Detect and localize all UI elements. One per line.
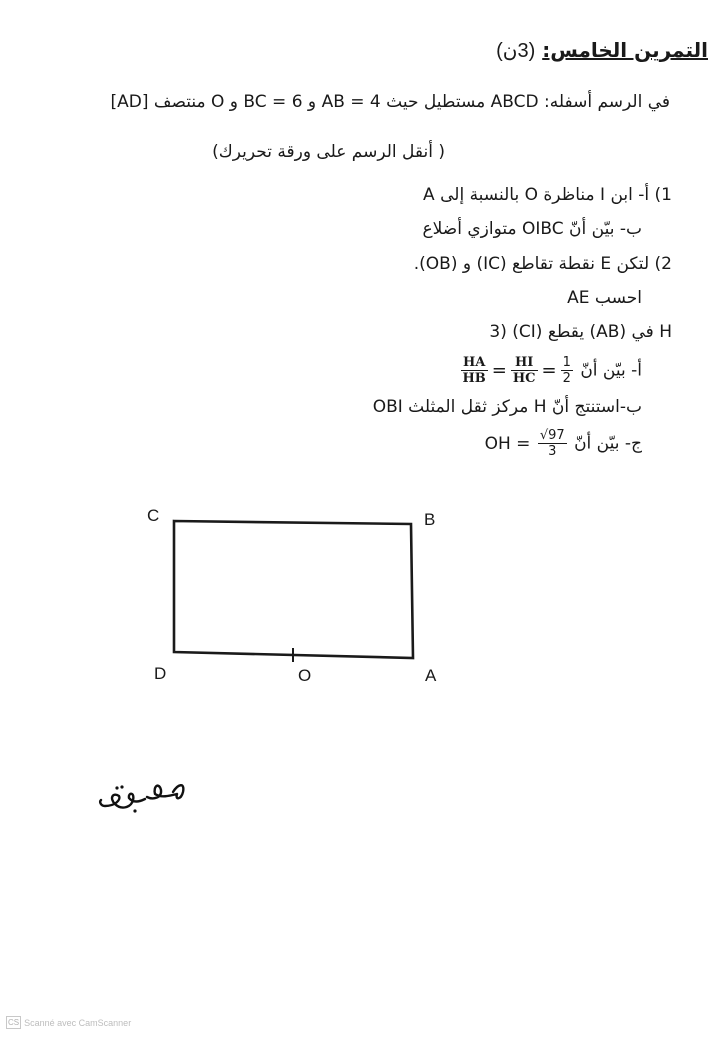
- handwritten-signature: [95, 770, 195, 820]
- question-2: 2) لتكن E نقطة تقاطع (IC) و (OB).: [413, 254, 672, 274]
- fraction-numerator: 1: [562, 355, 571, 370]
- equals-sign: =: [491, 359, 507, 381]
- vertex-label-a: A: [425, 666, 437, 685]
- vertex-label-c: C: [147, 506, 160, 525]
- fraction-numerator: √97: [539, 428, 565, 443]
- fraction-denominator: HB: [462, 371, 486, 386]
- vertex-label-b: B: [424, 510, 436, 529]
- rectangle-abcd: [174, 521, 413, 658]
- equals-sign: =: [541, 359, 557, 381]
- question-1b: ب- بيّن أنّ OIBC متوازي أضلاع: [422, 219, 642, 239]
- fraction-denominator: 2: [562, 371, 571, 386]
- fraction-denominator: 3: [548, 444, 557, 459]
- copy-note: ( أنقل الرسم على ورقة تحريرك): [212, 142, 445, 162]
- scanner-watermark: [6, 1016, 131, 1029]
- fraction-numerator: HI: [511, 355, 538, 371]
- oh-lhs: OH =: [484, 433, 531, 454]
- question-3c-prefix: ج- بيّن أنّ: [574, 433, 642, 454]
- point-label-o: O: [298, 666, 312, 685]
- question-2a: احسب AE: [567, 288, 642, 308]
- exercise-points: (3ن): [496, 40, 536, 62]
- question-1a: 1) أ- ابن I مناظرة O بالنسبة إلى A: [423, 185, 672, 205]
- vertex-label-d: D: [154, 664, 167, 683]
- exercise-intro: في الرسم أسفله: ABCD مستطيل حيث AB = 4 و BC = 6 و O منتصف [AD]: [110, 92, 670, 112]
- exercise-title-main: التمرين الخامس:: [542, 38, 708, 62]
- question-3: 3) (CI) يقطع (AB) في H: [489, 322, 672, 342]
- question-3a-prefix: أ- بيّن أنّ: [580, 360, 642, 381]
- camscanner-logo: CS: [8, 1018, 20, 1027]
- question-3b: ب-استنتج أنّ H مركز ثقل المثلث OBI: [372, 397, 642, 417]
- scanner-watermark-text: Scanné avec CamScanner: [24, 1017, 132, 1028]
- fraction-numerator: HA: [461, 355, 488, 371]
- fraction-denominator: HC: [512, 371, 536, 386]
